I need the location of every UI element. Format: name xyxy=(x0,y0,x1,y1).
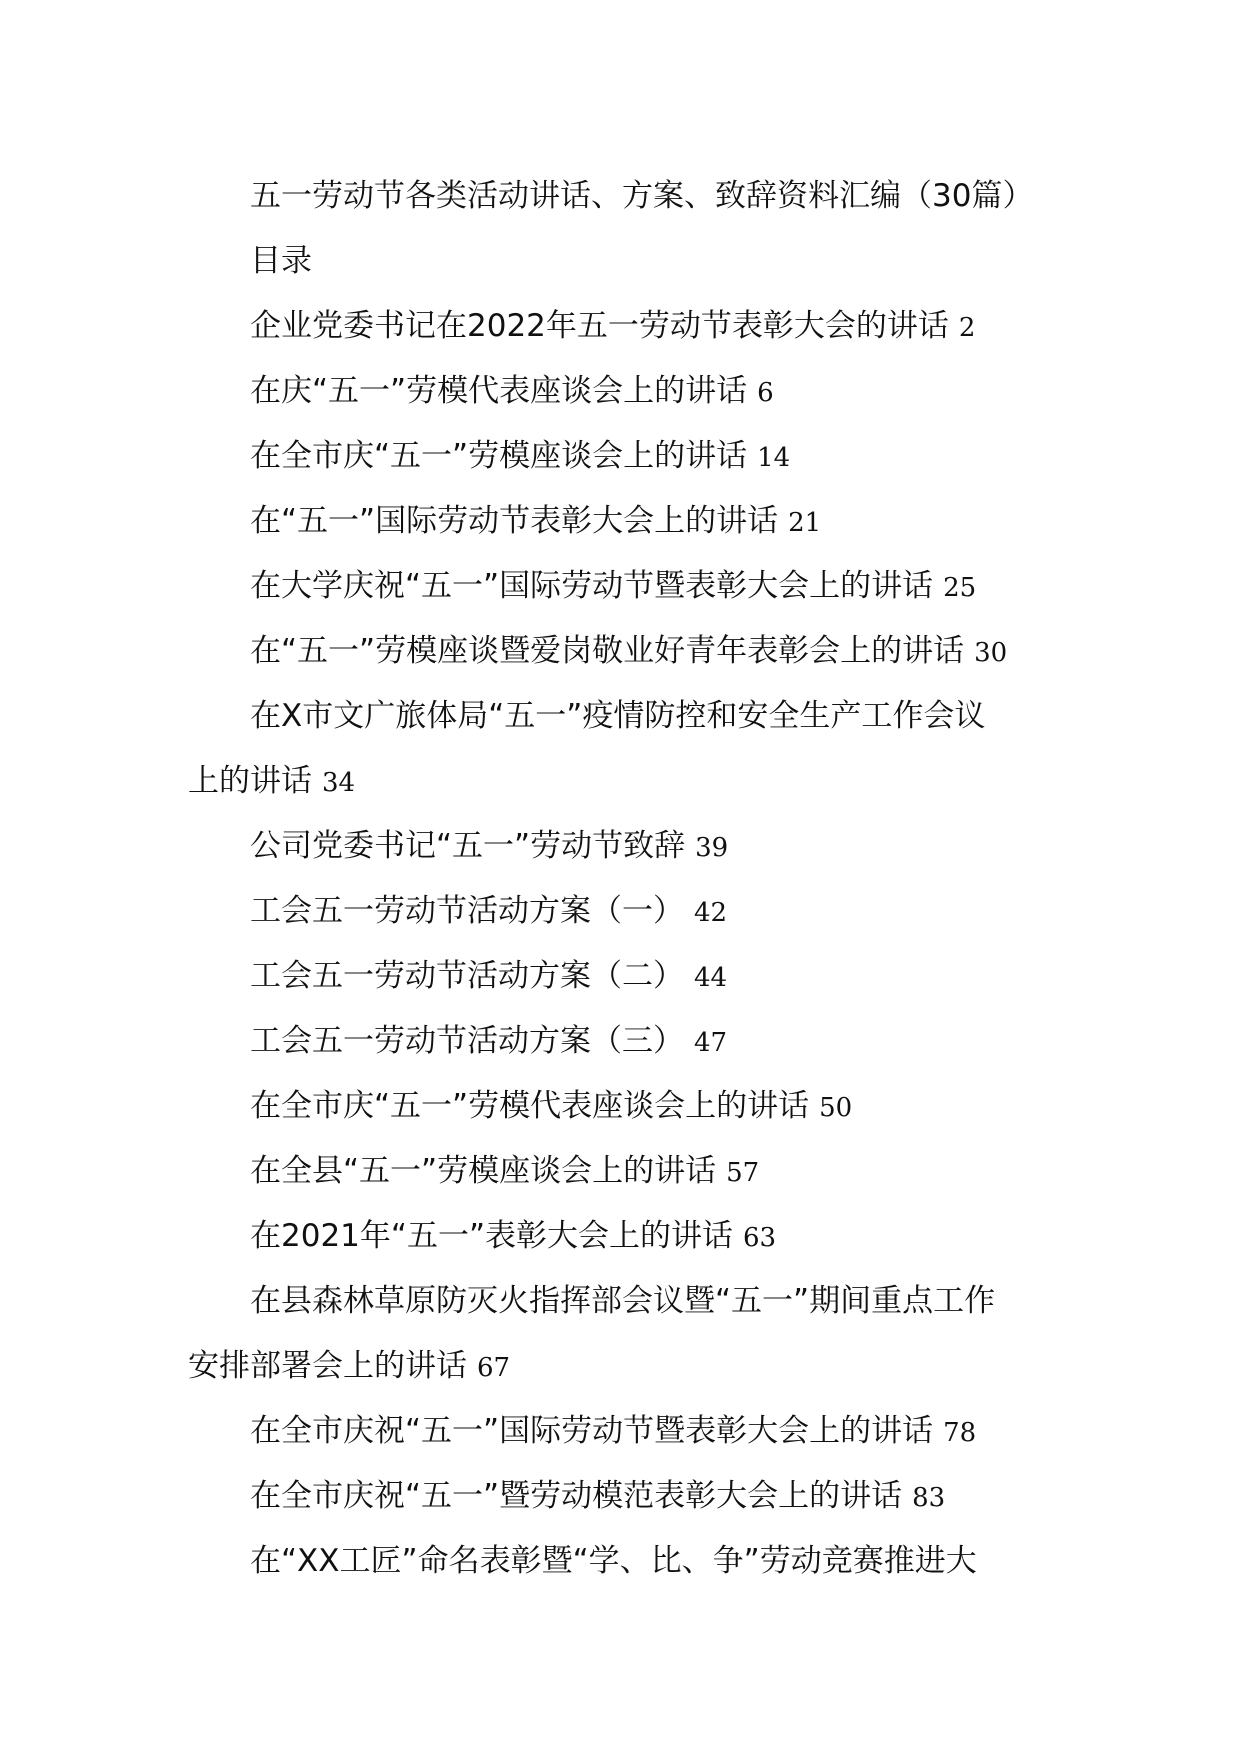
toc-entry xyxy=(188,1204,1058,1269)
toc-entry-title: 公司党委书记“五一”劳动节致辞 xyxy=(250,828,686,864)
toc-entry xyxy=(188,424,1058,489)
toc-entry-title-cont: 安排部署会上的讲话 xyxy=(188,1348,467,1384)
toc-entry xyxy=(188,619,1058,684)
toc-entry-title: 在X市文广旅体局“五一”疫情防控和安全生产工作会议 xyxy=(250,698,986,734)
toc-entry-page: 21 xyxy=(788,508,822,538)
toc-entry-page: 50 xyxy=(819,1093,853,1123)
toc-entry-page: 25 xyxy=(943,573,977,603)
toc-entry-title: 在庆“五一”劳模代表座谈会上的讲话 xyxy=(250,373,748,409)
toc-entry-title: 在大学庆祝“五一”国际劳动节暨表彰大会上的讲话 xyxy=(250,568,934,604)
toc-entry xyxy=(188,1074,1058,1139)
toc-entry xyxy=(188,1464,1058,1529)
toc-entry xyxy=(188,554,1058,619)
toc-entry-title: 在县森林草原防灭火指挥部会议暨“五一”期间重点工作 xyxy=(250,1283,996,1319)
toc-entry-title: 在全县“五一”劳模座谈会上的讲话 xyxy=(250,1153,717,1189)
toc-entry xyxy=(188,1009,1058,1074)
toc-entry-title: 在全市庆祝“五一”国际劳动节暨表彰大会上的讲话 xyxy=(250,1413,934,1449)
document-content xyxy=(188,164,1058,1594)
toc-entry-page: 63 xyxy=(743,1223,777,1253)
toc-entry xyxy=(188,944,1058,1009)
toc-entry-page: 34 xyxy=(322,768,356,798)
toc-entry xyxy=(188,489,1058,554)
toc-entry-title: 在“五一”国际劳动节表彰大会上的讲话 xyxy=(250,503,779,539)
toc-entry-page: 6 xyxy=(757,378,774,408)
toc-entry-title: 在“XX工匠”命名表彰暨“学、比、争”劳动竞赛推进大 xyxy=(250,1543,977,1579)
toc-entry-title: 工会五一劳动节活动方案（三） xyxy=(250,1023,684,1059)
toc-entry-title: 工会五一劳动节活动方案（二） xyxy=(250,958,684,994)
toc-entry-line1 xyxy=(188,1529,1058,1594)
toc-entry-line1 xyxy=(188,684,1058,749)
toc-entry-title-cont: 上的讲话 xyxy=(188,763,312,799)
toc-entry xyxy=(188,1139,1058,1204)
toc-entry-title: 工会五一劳动节活动方案（一） xyxy=(250,893,684,929)
toc-entry-page: 67 xyxy=(477,1353,511,1383)
toc-entry-page: 42 xyxy=(694,898,728,928)
document-title xyxy=(188,164,1058,229)
document-title-text: 五一劳动节各类活动讲话、方案、致辞资料汇编（30篇） xyxy=(250,178,1034,214)
toc-entry-title: 在全市庆“五一”劳模代表座谈会上的讲话 xyxy=(250,1088,810,1124)
toc-entry-line2 xyxy=(188,749,1058,814)
toc-entry xyxy=(188,1399,1058,1464)
toc-entry xyxy=(188,814,1058,879)
toc-entry-title: 在2021年“五一”表彰大会上的讲话 xyxy=(250,1218,734,1254)
toc-entry-title: 企业党委书记在2022年五一劳动节表彰大会的讲话 xyxy=(250,308,949,344)
toc-entry-page: 39 xyxy=(695,833,729,863)
toc-entry xyxy=(188,294,1058,359)
toc-entry-page: 44 xyxy=(694,963,728,993)
toc-entry-line1 xyxy=(188,1269,1058,1334)
toc-entry-page: 2 xyxy=(958,313,976,343)
toc-entry-line2 xyxy=(188,1334,1058,1399)
toc-entry-page: 14 xyxy=(757,443,791,473)
toc-entry-page: 57 xyxy=(726,1158,760,1188)
toc-entry-page: 78 xyxy=(943,1418,977,1448)
toc-entry-title: 在“五一”劳模座谈暨爱岗敬业好青年表彰会上的讲话 xyxy=(250,633,965,669)
toc-heading-text: 目录 xyxy=(250,243,312,279)
toc-entry xyxy=(188,879,1058,944)
toc-entry-page: 30 xyxy=(974,638,1008,668)
toc-entry-title: 在全市庆祝“五一”暨劳动模范表彰大会上的讲话 xyxy=(250,1478,903,1514)
toc-entry xyxy=(188,359,1058,424)
toc-entry-page: 47 xyxy=(694,1028,728,1058)
toc-heading xyxy=(188,229,1058,294)
toc-entry-page: 83 xyxy=(912,1483,946,1513)
toc-entry-title: 在全市庆“五一”劳模座谈会上的讲话 xyxy=(250,438,748,474)
